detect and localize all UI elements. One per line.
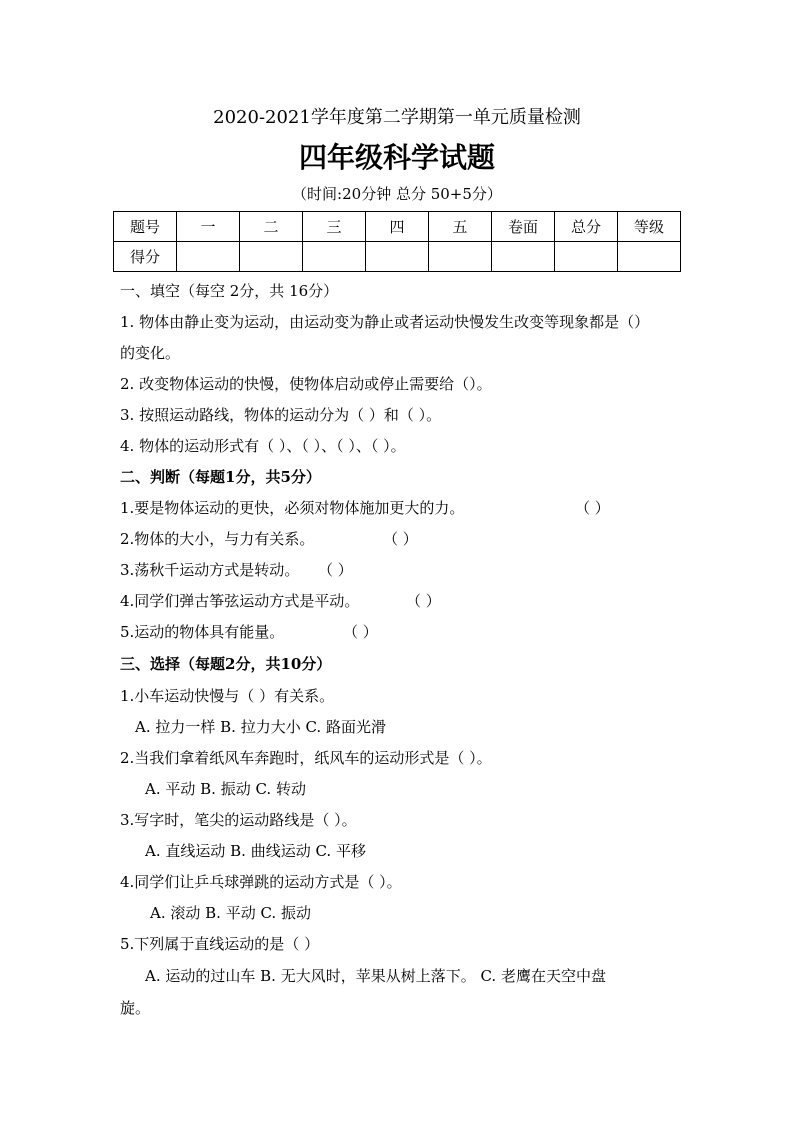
section3-q5: 5.下列属于直线运动的是（ ） xyxy=(120,935,320,953)
section1-q4: 4. 物体的运动形式有（ ）、（ ）、（ ）、（ ）。 xyxy=(120,437,406,455)
exam-subtitle: 2020-2021学年度第二学期第一单元质量检测 xyxy=(213,107,581,128)
score-cell xyxy=(429,242,492,272)
section1-q1-cont: 的变化。 xyxy=(120,344,181,362)
score-table-header-row xyxy=(114,212,681,242)
score-cell xyxy=(555,242,618,272)
section3-q2-options: A. 平动 B. 振动 C. 转动 xyxy=(145,780,306,798)
header-cell: 四 xyxy=(366,212,429,242)
section2-heading: 二、判断（每题1分，共5分） xyxy=(120,468,321,486)
score-cell xyxy=(177,242,240,272)
exam-title: 四年级科学试题 xyxy=(298,141,495,174)
section3-q3-options: A. 直线运动 B. 曲线运动 C. 平移 xyxy=(145,842,366,860)
section1-q1: 1. 物体由静止变为运动，由运动变为静止或者运动快慢发生改变等现象都是（） xyxy=(120,313,650,331)
score-cell xyxy=(240,242,303,272)
section1-heading: 一、填空（每空 2分，共 16分） xyxy=(120,282,339,300)
header-cell: 卷面 xyxy=(492,212,555,242)
answer-bracket: （ ） xyxy=(575,499,610,517)
score-cell xyxy=(618,242,681,272)
section3-q3: 3.写字时，笔尖的运动路线是（ ）。 xyxy=(120,811,357,829)
exam-meta: （时间:20分钟 总分 50+5分） xyxy=(292,185,502,203)
section3-heading: 三、选择（每题2分，共10分） xyxy=(120,655,332,673)
answer-bracket: （ ） xyxy=(318,561,353,579)
section3-q4-options: A. 滚动 B. 平动 C. 振动 xyxy=(150,904,311,922)
row-label-cell: 得分 xyxy=(114,242,177,272)
section2-q5: 5.运动的物体具有能量。 xyxy=(120,623,285,641)
section2-q3: 3.荡秋千运动方式是转动。 xyxy=(120,561,300,579)
section2-q1: 1.要是物体运动的更快，必须对物体施加更大的力。 xyxy=(120,499,465,517)
header-cell: 五 xyxy=(429,212,492,242)
header-cell: 题号 xyxy=(114,212,177,242)
header-cell: 总分 xyxy=(555,212,618,242)
section3-q1: 1.小车运动快慢与（ ）有关系。 xyxy=(120,687,335,705)
section3-q1-options: A. 拉力一样 B. 拉力大小 C. 路面光滑 xyxy=(135,718,386,736)
header-cell: 一 xyxy=(177,212,240,242)
score-table-score-row xyxy=(114,242,681,272)
header-cell: 三 xyxy=(303,212,366,242)
score-cell xyxy=(303,242,366,272)
section3-q2: 2.当我们拿着纸风车奔跑时，纸风车的运动形式是（ ）。 xyxy=(120,749,492,767)
section3-q5-options: A. 运动的过山车 B. 无大风时，苹果从树上落下。 C. 老鹰在天空中盘 xyxy=(145,967,606,985)
answer-bracket: （ ） xyxy=(383,530,418,548)
header-cell: 二 xyxy=(240,212,303,242)
section1-q3: 3. 按照运动路线，物体的运动分为（ ）和（ ）。 xyxy=(120,406,442,424)
answer-bracket: （ ） xyxy=(406,592,441,610)
section2-q4: 4.同学们弹古筝弦运动方式是平动。 xyxy=(120,592,360,610)
section2-q2: 2.物体的大小，与力有关系。 xyxy=(120,530,315,548)
section1-q2: 2. 改变物体运动的快慢，使物体启动或停止需要给（）。 xyxy=(120,375,492,393)
section3-q5-cont: 旋。 xyxy=(120,999,151,1017)
score-table xyxy=(113,211,681,272)
header-cell: 等级 xyxy=(618,212,681,242)
answer-bracket: （ ） xyxy=(343,623,378,641)
score-cell xyxy=(492,242,555,272)
score-cell xyxy=(366,242,429,272)
section3-q4: 4.同学们让乒乓球弹跳的运动方式是（ ）。 xyxy=(120,873,402,891)
